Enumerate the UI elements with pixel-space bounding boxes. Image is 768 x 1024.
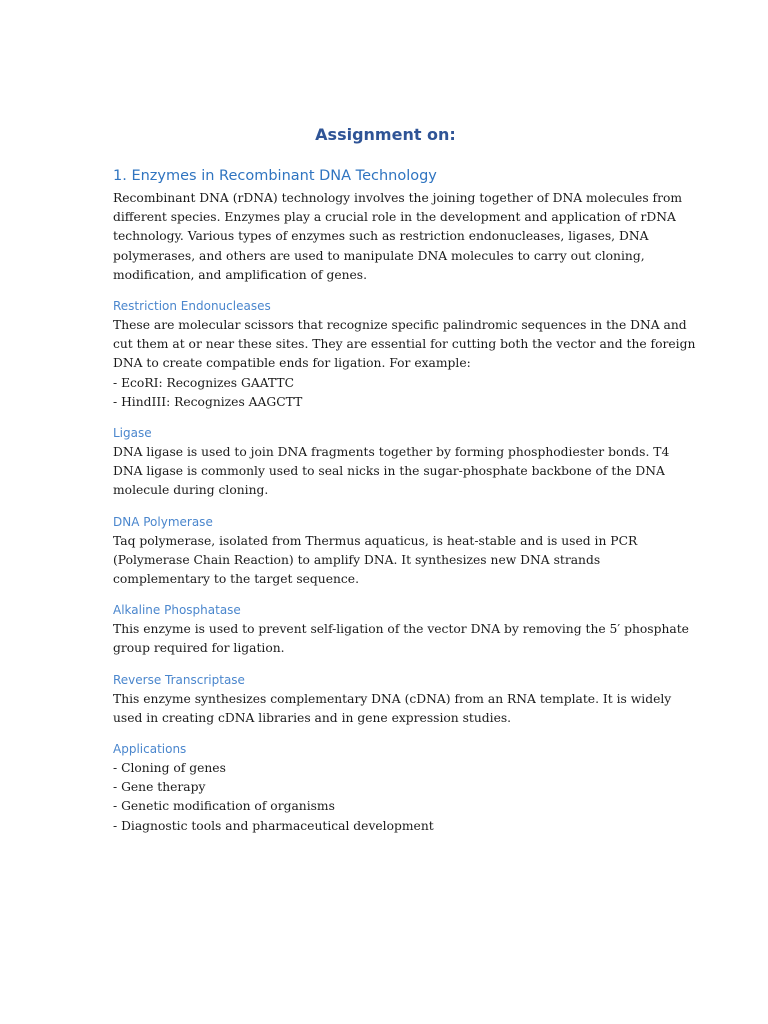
subheading-ligase: Ligase bbox=[113, 426, 152, 441]
intro-paragraph bbox=[113, 189, 683, 285]
document-page bbox=[113, 122, 696, 836]
text-line: complementary to the target sequence. bbox=[113, 572, 359, 587]
text-line: technology. Various types of enzymes such as restriction endonucleases, ligases, DNA bbox=[113, 229, 649, 244]
text-line: DNA to create compatible ends for ligation. For example: bbox=[113, 356, 471, 371]
text-line: used in creating cDNA libraries and in gene expression studies. bbox=[113, 710, 512, 725]
text-line: polymerases, and others are used to manipulate DNA molecules to carry out cloning, bbox=[113, 248, 645, 263]
paragraph-dna-polymerase bbox=[113, 532, 658, 590]
applications-list bbox=[113, 759, 658, 836]
text-line: DNA ligase is commonly used to seal nicks in the sugar-phosphate backbone of the DNA bbox=[113, 464, 665, 479]
list-item: - Diagnostic tools and pharmaceutical development bbox=[113, 818, 434, 833]
subheading-reverse-transcriptase: Reverse Transcriptase bbox=[113, 672, 245, 687]
text-line: DNA ligase is used to join DNA fragments together by forming phosphodiester bonds. T4 bbox=[113, 445, 670, 460]
text-line: Recombinant DNA (rDNA) technology involves the joining together of DNA molecules from bbox=[113, 191, 683, 205]
paragraph-reverse-transcriptase bbox=[113, 690, 672, 728]
list-item: - Cloning of genes bbox=[113, 761, 226, 776]
subheading-restriction-endonucleases: Restriction Endonucleases bbox=[113, 299, 271, 314]
subheading-alkaline-phosphatase: Alkaline Phosphatase bbox=[113, 603, 241, 618]
list-item: - Gene therapy bbox=[113, 780, 206, 795]
document-title: Assignment on: bbox=[315, 125, 456, 144]
section-heading: 1. Enzymes in Recombinant DNA Technology bbox=[113, 168, 437, 184]
text-line: group required for ligation. bbox=[113, 641, 285, 656]
list-item: - Genetic modification of organisms bbox=[113, 799, 335, 814]
text-line: molecule during cloning. bbox=[113, 483, 269, 498]
list-item: - HindIII: Recognizes AAGCTT bbox=[113, 394, 303, 409]
text-line: This enzyme is used to prevent self-ligation of the vector DNA by removing the 5′ phosphate bbox=[113, 622, 689, 637]
paragraph-alkaline-phosphatase bbox=[113, 620, 689, 658]
text-line: This enzyme synthesizes complementary DNA (cDNA) from an RNA template. It is widely bbox=[113, 691, 672, 706]
text-line: These are molecular scissors that recognize specific palindromic sequences in the DNA and bbox=[113, 318, 687, 333]
text-line: modification, and amplification of genes. bbox=[113, 267, 368, 282]
paragraph-ligase bbox=[113, 443, 670, 501]
paragraph-restriction-endonucleases bbox=[113, 316, 696, 412]
text-line: (Polymerase Chain Reaction) to amplify DNA. It synthesizes new DNA strands bbox=[113, 552, 601, 567]
list-item: - EcoRI: Recognizes GAATTC bbox=[113, 375, 294, 390]
subheading-applications: Applications bbox=[113, 742, 187, 757]
subheading-dna-polymerase: DNA Polymerase bbox=[113, 514, 213, 529]
text-line: Taq polymerase, isolated from Thermus aquaticus, is heat-stable and is used in PCR bbox=[113, 533, 638, 548]
text-line: different species. Enzymes play a crucial role in the development and application of rDNA bbox=[113, 210, 676, 225]
text-line: cut them at or near these sites. They are essential for cutting both the vector and the foreign bbox=[113, 337, 696, 352]
